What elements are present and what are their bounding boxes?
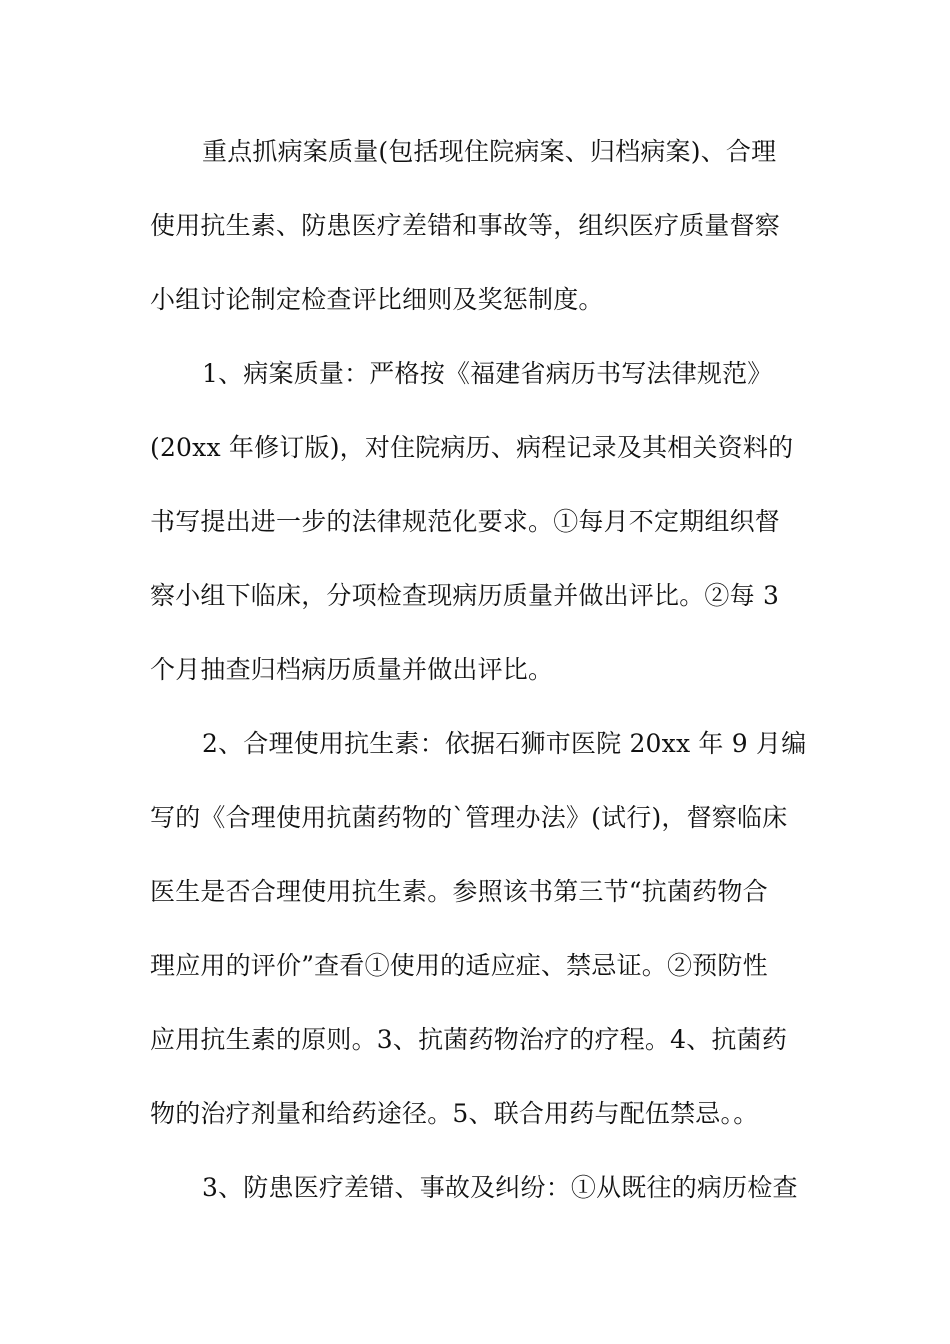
document-body (150, 115, 805, 1225)
paragraph-case-quality (150, 337, 805, 707)
paragraph-antibiotics (150, 707, 805, 1151)
paragraph-error-prevention (150, 1151, 805, 1225)
text-line: 理应用的评价”查看①使用的适应症、禁忌证。②预防性 (150, 951, 768, 980)
text-line: 2、合理使用抗生素：依据石狮市医院 20xx 年 9 月编 (202, 729, 807, 758)
text-line: 书写提出进一步的法律规范化要求。①每月不定期组织督 (150, 507, 781, 536)
text-line: 个月抽查归档病历质量并做出评比。 (150, 655, 554, 684)
text-line: 重点抓病案质量(包括现住院病案、归档病案)、合理 (202, 137, 777, 166)
paragraph-intro (150, 115, 805, 337)
text-line: 1、病案质量：严格按《福建省病历书写法律规范》 (202, 359, 773, 388)
text-line: 物的治疗剂量和给药途径。5、联合用药与配伍禁忌。。 (150, 1099, 759, 1128)
text-line: 应用抗生素的原则。3、抗菌药物治疗的疗程。4、抗菌药 (150, 1025, 788, 1054)
text-line: 使用抗生素、防患医疗差错和事故等，组织医疗质量督察 (150, 211, 781, 240)
text-line: 医生是否合理使用抗生素。参照该书第三节“抗菌药物合 (150, 877, 768, 906)
text-line: 3、防患医疗差错、事故及纠纷：①从既往的病历检查 (202, 1173, 798, 1202)
text-line: 写的《合理使用抗菌药物的`管理办法》(试行)，督察临床 (150, 803, 788, 832)
text-line: 察小组下临床，分项检查现病历质量并做出评比。②每 3 (150, 581, 780, 610)
text-line: (20xx 年修订版)，对住院病历、病程记录及其相关资料的 (150, 433, 794, 462)
text-line: 小组讨论制定检查评比细则及奖惩制度。 (150, 285, 604, 314)
